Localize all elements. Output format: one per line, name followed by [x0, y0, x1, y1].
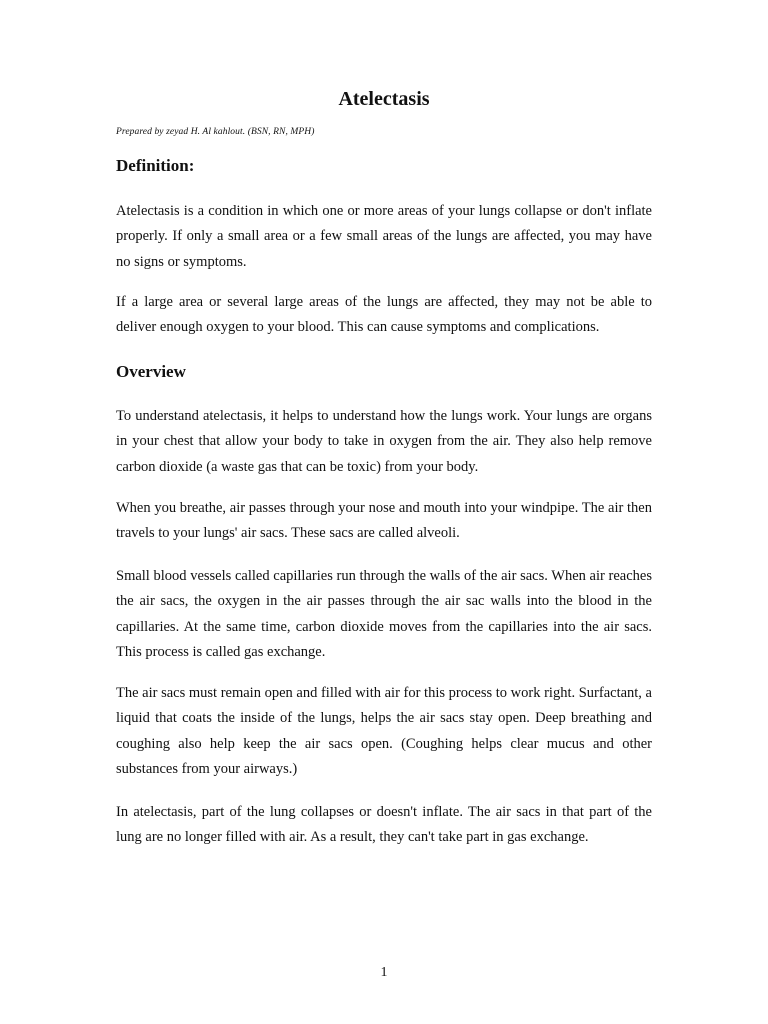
- author-byline: Prepared by zeyad H. Al kahlout. (BSN, RN, MPH): [116, 127, 315, 137]
- page-number: 1: [380, 965, 388, 980]
- paragraph: When you breathe, air passes through your nose and mouth into your windpipe. The air then travels to your lungs' air sacs. These sacs are called alveoli.: [116, 500, 652, 542]
- section-heading-overview: Overview: [116, 362, 186, 381]
- paragraph: In atelectasis, part of the lung collapses or doesn't inflate. The air sacs in that part of the lung are no longer filled with air. As a result, they can't take part in gas exchange.: [116, 804, 652, 846]
- paragraph: Atelectasis is a condition in which one or more areas of your lungs collapse or don't inflate properly. If only a small area or a few small areas of the lungs are affected, you may have no signs or symptoms.: [116, 203, 652, 270]
- paragraph: The air sacs must remain open and filled with air for this process to work right. Surfactant, a liquid that coats the inside of the lungs, helps the air sacs stay open. Deep breathing and coughing also help keep the air sacs open. (Coughing helps clear mucus and other substances from your airways.): [116, 685, 652, 777]
- paragraph: Small blood vessels called capillaries run through the walls of the air sacs. When air reaches the air sacs, the oxygen in the air passes through the air sac walls into the blood in the capillaries. At the same time, carbon dioxide moves from the capillaries into the air sacs. This process is called gas exchange.: [116, 568, 652, 660]
- section-heading-definition: Definition:: [116, 156, 195, 175]
- paragraph: If a large area or several large areas of the lungs are affected, they may not be able to deliver enough oxygen to your blood. This can cause symptoms and complications.: [116, 294, 652, 336]
- document-page: [116, 0, 652, 1024]
- paragraph: To understand atelectasis, it helps to understand how the lungs work. Your lungs are organs in your chest that allow your body to take in oxygen from the air. They also help remove carbon dioxide (a waste gas that can be toxic) from your body.: [116, 408, 652, 475]
- document-title: Atelectasis: [338, 88, 430, 110]
